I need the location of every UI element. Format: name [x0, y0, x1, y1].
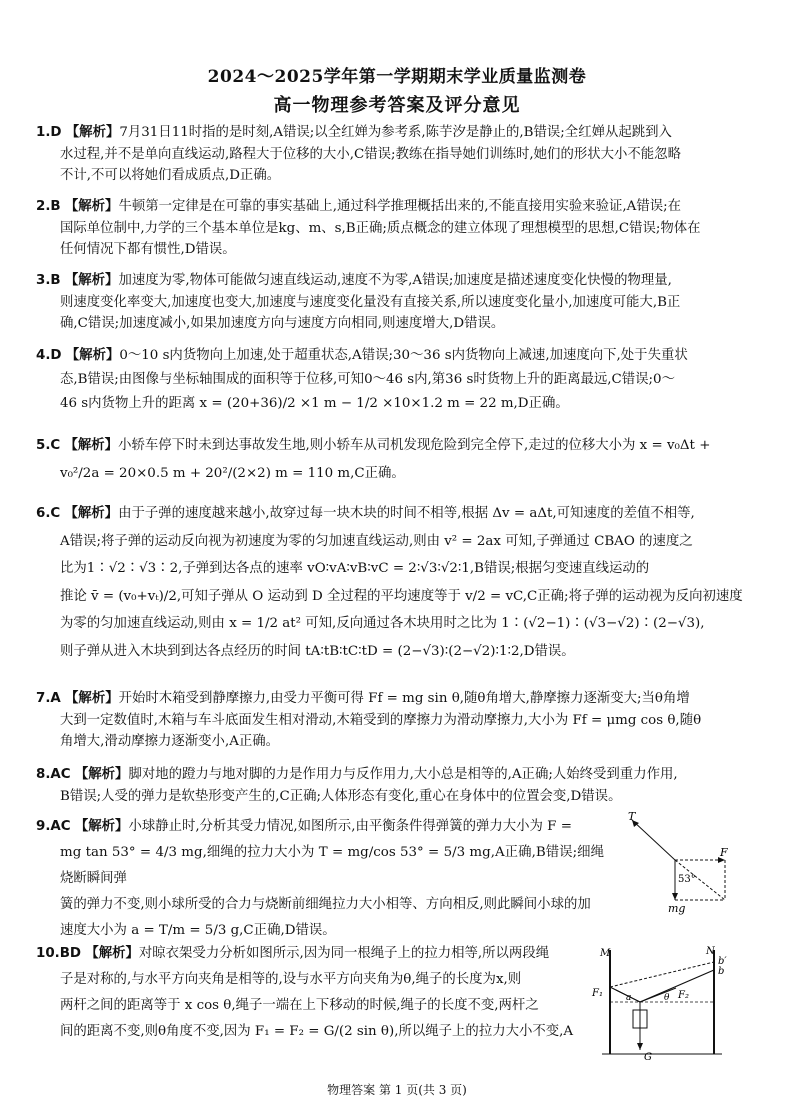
analysis-tag: 【解析】	[64, 506, 119, 521]
question-2	[36, 196, 758, 261]
analysis-tag: 【解析】	[65, 691, 119, 706]
dashed-rope	[610, 962, 714, 987]
label-F: F	[720, 846, 728, 859]
text-line: 由于子弹的速度越来越小,故穿过每一块木块的时间不相等,根据 Δv = aΔt,可知速度的差值不相等,	[118, 506, 695, 521]
text-line: 间的距离不变,则θ角度不变,因为 F₁ = F₂ = G/(2 sin θ),所以绳子上的拉力大小不变,A	[60, 1024, 574, 1039]
text-line: 对晾衣架受力分析如图所示,因为同一根绳子上的拉力相等,所以两段绳	[138, 946, 550, 961]
label-theta: θ	[664, 993, 670, 1003]
question-9	[36, 814, 604, 944]
analysis-tag: 【解析】	[85, 946, 139, 961]
label-M: M	[600, 948, 611, 959]
arrow-head	[637, 1043, 643, 1050]
force-F2	[640, 988, 676, 1002]
text-line: 牛顿第一定律是在可靠的事实基础上,通过科学推理概括出来的,不能直接用实验来验证,A错误;在	[118, 199, 682, 214]
text-line: mg tan 53° = 4/3 mg,细绳的拉力大小为 T = mg/cos 53° = 5/3 mg,A正确,B错误;细绳烧断瞬间弹	[60, 845, 604, 886]
text-line: 水过程,并不是单向直线运动,路程大于位移的大小,C错误;教练在指导她们训练时,她们的形状大小不能忽略	[60, 146, 681, 162]
label-angle: 53°	[678, 874, 696, 885]
question-5	[36, 432, 758, 488]
question-4	[36, 344, 758, 416]
text-line: 子是对称的,与水平方向夹角是相等的,设与水平方向夹角为θ,绳子的长度为x,则	[60, 972, 522, 987]
text-line: 确,C错误;加速度减小,如果加速度方向与速度方向相同,则速度增大,D错误。	[60, 316, 505, 331]
page-footer: 物理答案 第 1 页(共 3 页)	[327, 1083, 467, 1097]
label-a: a	[626, 993, 632, 1003]
text-line: 角增大,滑动摩擦力逐渐变小,A正确。	[60, 734, 280, 749]
text-line: 不计,不可以将她们看成质点,D正确。	[60, 168, 281, 183]
text-line: 推论 v̄ = (v₀+vₜ)/2,可知子弹从 O 运动到 D 全过程的平均速度等于 v/2 = vC,C正确;将子弹的运动视为反向初速度	[60, 588, 743, 604]
text-line: 国际单位制中,力学的三个基本单位是kg、m、s,B正确;质点概念的建立体现了理想模型的思想,C错误;物体在	[60, 220, 701, 236]
text-line: 大到一定数值时,木箱与车斗底面发生相对滑动,木箱受到的摩擦力为滑动摩擦力,大小为 Ff = μmg cos θ,随θ	[60, 712, 702, 728]
text-line: 脚对地的蹬力与地对脚的力是作用力与反作用力,大小总是相等的,A正确;人始终受到重力作用,	[128, 767, 678, 782]
text-line: 任何情况下都有惯性,D错误。	[60, 242, 236, 257]
analysis-tag: 【解析】	[64, 273, 119, 288]
analysis-tag: 【解析】	[65, 125, 120, 140]
text-line: 小球静止时,分析其受力情况,如图所示,由平衡条件得弹簧的弹力大小为 F =	[128, 819, 572, 834]
text-line: 则子弹从进入木块到到达各点经历的时间 tA∶tB∶tC∶tD = (2−√3)∶(2−√2)∶1∶2,D错误。	[60, 643, 575, 659]
analysis-tag: 【解析】	[64, 438, 119, 453]
analysis-tag: 【解析】	[65, 348, 120, 363]
text-line: 加速度为零,物体可能做匀速直线运动,速度不为零,A错误;加速度是描述速度变化快慢的物理量,	[118, 273, 672, 288]
label-G: G	[644, 1052, 652, 1063]
label-F1: F₁	[592, 988, 603, 999]
answer-number: 4.D	[36, 348, 62, 363]
text-line: 簧的弹力不变,则小球所受的合力与烧断前细绳拉力大小相等、方向相反,则此瞬间小球的加	[60, 897, 591, 912]
question-10	[36, 941, 604, 1045]
text-line: 则速度变化率变大,加速度也变大,加速度与速度变化量没有直接关系,所以速度变化量小,加速度可能大,B正	[60, 294, 681, 310]
label-mg: mg	[668, 902, 686, 915]
text-line: 46 s内货物上升的距离 x = (20+36)/2 ×1 m − 1/2 ×10×1.2 m = 22 m,D正确。	[60, 396, 569, 411]
text-line: 小轿车停下时未到达事故发生地,则小轿车从司机发现危险到完全停下,走过的位移大小为 x = v₀Δt +	[118, 438, 711, 453]
analysis-tag: 【解析】	[74, 767, 129, 782]
q10-clothes-rack-diagram	[590, 942, 740, 1064]
label-b: b	[718, 966, 725, 977]
answer-number: 7.A	[36, 691, 61, 706]
analysis-tag: 【解析】	[74, 819, 129, 834]
exam-title: 2024～2025学年第一学期期末学业质量监测卷	[207, 67, 587, 87]
text-line: 速度大小为 a = T/m = 5/3 g,C正确,D错误。	[60, 923, 336, 938]
text-line: 两杆之间的距离等于 x cos θ,绳子一端在上下移动的时候,绳子的长度不变,两杆之	[60, 998, 539, 1013]
answer-number: 9.AC	[36, 819, 71, 834]
label-b-prime: b′	[718, 956, 727, 967]
analysis-tag: 【解析】	[64, 199, 119, 214]
label-T: T	[628, 810, 636, 823]
answer-number: 10.BD	[36, 946, 82, 961]
text-line: 态,B错误;由图像与坐标轴围成的面积等于位移,可知0～46 s内,第36 s时货物上升的距离最远,C错误;0～	[60, 372, 675, 387]
question-1	[36, 122, 758, 187]
text-line: 0～10 s内货物向上加速,处于超重状态,A错误;30～36 s内货物向上减速,加速度向下,处于失重状	[119, 348, 688, 363]
label-F2: F₂	[678, 990, 689, 1001]
arrow-head	[672, 893, 678, 900]
text-line: 为零的匀加速直线运动,则由 x = 1/2 at² 可知,反向通过各木块用时之比为 1∶(√2−1)∶(√3−√2)∶(2−√3),	[60, 616, 705, 631]
question-3	[36, 270, 758, 335]
text-line: 比为1∶√2∶√3∶2,子弹到达各点的速率 vO∶vA∶vB∶vC = 2∶√3∶√2∶1,B错误;根据匀变速直线运动的	[60, 561, 650, 576]
question-8	[36, 764, 758, 807]
answer-number: 1.D	[36, 125, 62, 140]
tension-vector	[632, 820, 675, 860]
text-line: 7月31日11时指的是时刻,A错误;以全红婵为参考系,陈芋汐是静止的,B错误;全红婵从起跳到入	[119, 125, 672, 140]
answer-number: 3.B	[36, 273, 61, 288]
q9-force-diagram	[620, 810, 750, 915]
answer-number: 5.C	[36, 438, 61, 453]
answer-number: 6.C	[36, 506, 61, 521]
answer-number: 8.AC	[36, 767, 71, 782]
text-line: A错误;将子弹的运动反向视为初速度为零的匀加速直线运动,则由 v² = 2ax 可知,子弹通过 CBAO 的速度之	[60, 533, 693, 549]
text-line: 开始时木箱受到静摩擦力,由受力平衡可得 Ff = mg sin θ,随θ角增大,静摩擦力逐渐变大;当θ角增	[118, 691, 690, 706]
answer-subtitle: 高一物理参考答案及评分意见	[273, 95, 521, 116]
text-line: v₀²/2a = 20×0.5 m + 20²/(2×2) m = 110 m,C正确。	[60, 466, 405, 481]
question-7	[36, 688, 758, 753]
question-6	[36, 500, 758, 665]
answer-number: 2.B	[36, 199, 61, 214]
label-N: N	[706, 946, 715, 957]
text-line: B错误;人受的弹力是软垫形变产生的,C正确;人体形态有变化,重心在身体中的位置会变,D错误。	[60, 788, 622, 804]
